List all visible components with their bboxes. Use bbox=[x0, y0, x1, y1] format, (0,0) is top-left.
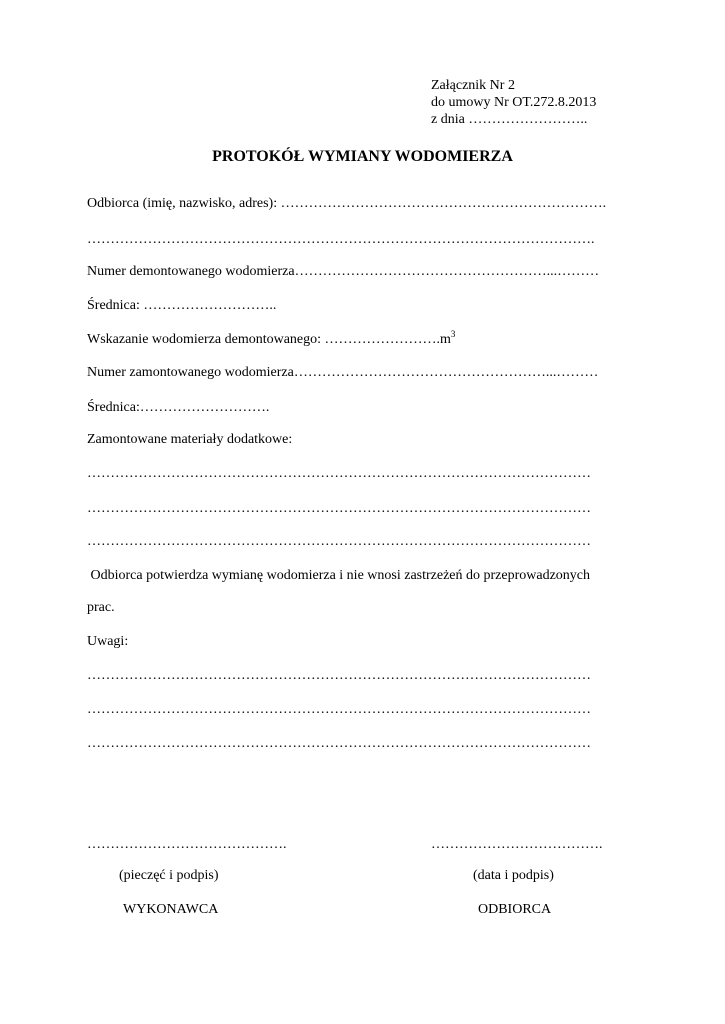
contractor-signature-line: ……………………………………. bbox=[87, 837, 287, 852]
additional-materials-line: ……………………………………………………………………………………………… bbox=[87, 534, 591, 549]
installed-meter-diameter-field: Średnica:………………………. bbox=[87, 400, 270, 415]
contractor-signature-caption: (pieczęć i podpis) bbox=[119, 868, 219, 883]
remarks-line: ……………………………………………………………………………………………… bbox=[87, 736, 591, 751]
document-title: PROTOKÓŁ WYMIANY WODOMIERZA bbox=[212, 148, 513, 165]
removed-meter-diameter-field: Średnica: ……………………….. bbox=[87, 298, 277, 313]
attachment-number: Załącznik Nr 2 bbox=[431, 78, 515, 93]
additional-materials-line: ……………………………………………………………………………………………… bbox=[87, 501, 591, 516]
confirmation-statement-continuation: prac. bbox=[87, 600, 115, 615]
remarks-label: Uwagi: bbox=[87, 634, 129, 649]
recipient-signature-line: ………………………………. bbox=[431, 837, 603, 852]
additional-materials-line: ……………………………………………………………………………………………… bbox=[87, 466, 591, 481]
attachment-date: z dnia …………………….. bbox=[431, 112, 588, 127]
recipient-field: Odbiorca (imię, nazwisko, adres): ……………………………………………………………. bbox=[87, 196, 607, 211]
removed-meter-number-field: Numer demontowanego wodomierza………………………………………………...……… bbox=[87, 264, 600, 279]
removed-meter-reading-field bbox=[87, 331, 455, 348]
contract-reference: do umowy Nr OT.272.8.2013 bbox=[431, 95, 597, 110]
additional-materials-label: Zamontowane materiały dodatkowe: bbox=[87, 432, 293, 447]
remarks-line: ……………………………………………………………………………………………… bbox=[87, 702, 591, 717]
confirmation-statement: Odbiorca potwierdza wymianę wodomierza i nie wnosi zastrzeżeń do przeprowadzonych bbox=[87, 568, 591, 583]
contractor-role-label: WYKONAWCA bbox=[123, 902, 219, 917]
recipient-signature-caption: (data i podpis) bbox=[473, 868, 554, 883]
remarks-line: ……………………………………………………………………………………………… bbox=[87, 668, 591, 683]
removed-meter-reading-label: Wskazanie wodomierza demontowanego: …………………….m bbox=[87, 332, 451, 347]
cubic-unit-superscript: 3 bbox=[450, 329, 456, 339]
recipient-field-continuation: ………………………………………………………………………………………………. bbox=[87, 232, 595, 247]
attachment-header bbox=[431, 77, 596, 128]
installed-meter-number-field: Numer zamontowanego wodomierza………………………………………………...……… bbox=[87, 365, 599, 380]
recipient-role-label: ODBIORCA bbox=[478, 902, 552, 917]
